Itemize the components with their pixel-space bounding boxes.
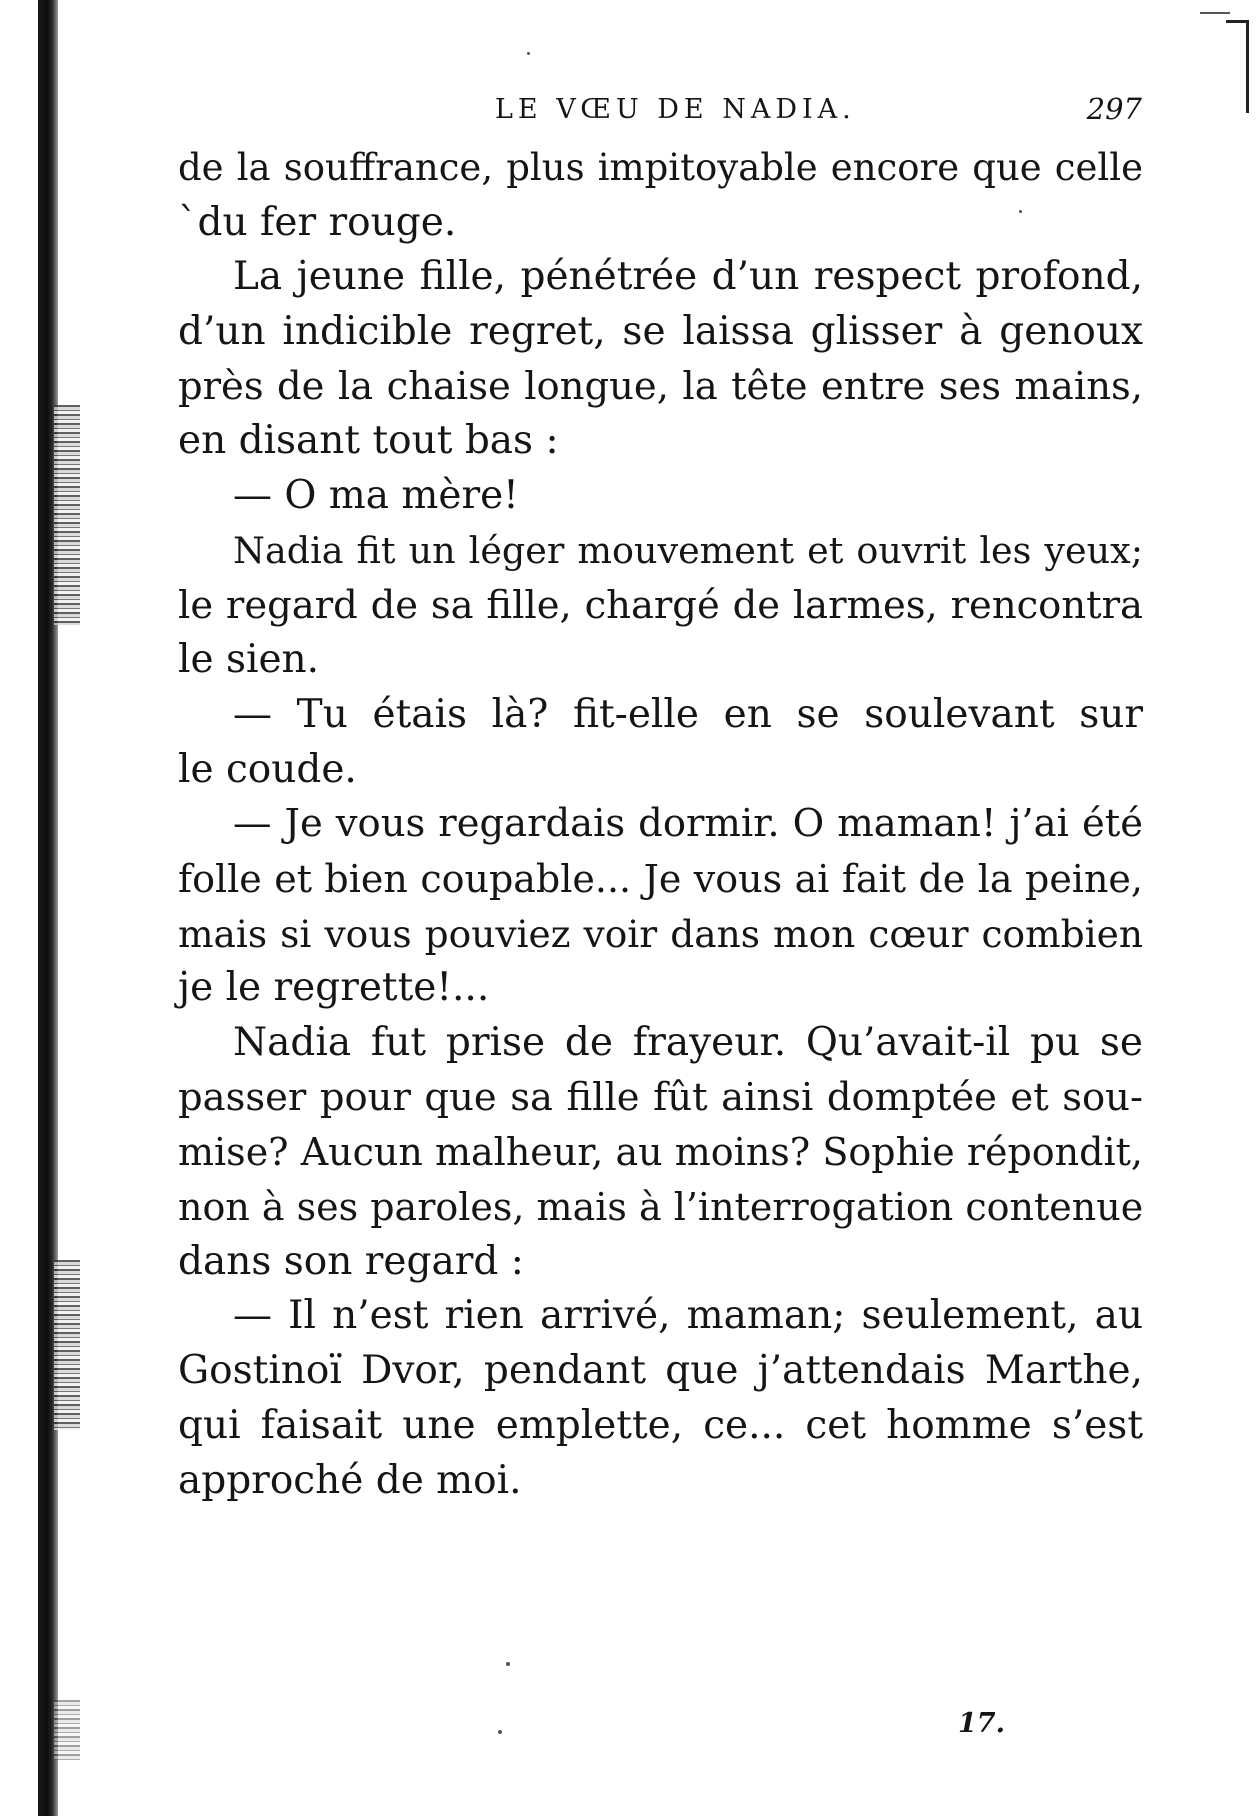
running-title: LE VŒU DE NADIA. [495, 94, 856, 125]
text-line: mise? Aucun malheur, au moins? Sophie répondit, [178, 1130, 1143, 1175]
text-line: — Je vous regardais dormir. O maman! j’ai été [233, 801, 1143, 847]
text-line: approché de moi. [178, 1457, 522, 1503]
ink-speck [1019, 210, 1022, 213]
ink-speck [506, 1662, 510, 1666]
running-head [180, 94, 1142, 134]
text-line: — Il n’est rien arrivé, maman; seulement, au [233, 1293, 1143, 1339]
body-text [178, 141, 1143, 1508]
binding-speckle [54, 1700, 80, 1760]
ink-speck [498, 1730, 502, 1734]
text-line: le regard de sa fille, chargé de larmes, rencontra [178, 582, 1143, 628]
text-line: de la souffrance, plus impitoyable encore que celle [178, 146, 1143, 189]
text-line: en disant tout bas : [178, 418, 559, 464]
text-line: le coude. [178, 746, 357, 792]
binding-edge [38, 0, 58, 1816]
text-line: — Tu étais là? fit-elle en se soulevant sur [233, 691, 1143, 737]
signature-mark: 17. [958, 1708, 1005, 1739]
text-line: Gostinoï Dvor, pendant que j’attendais Marthe, [178, 1348, 1143, 1394]
text-line: La jeune fille, pénétrée d’un respect profond, [233, 254, 1143, 300]
text-line: passer pour que sa fille fût ainsi domptée et sou- [178, 1074, 1143, 1120]
page-edge-tick [1200, 12, 1230, 14]
text-line: d’un indicible regret, se laissa glisser à genoux [178, 309, 1143, 355]
text-line: — O ma mère! [233, 473, 519, 519]
page-number: 297 [1086, 92, 1142, 126]
page-edge-mark [1226, 20, 1249, 113]
text-line: le sien. [178, 637, 320, 683]
text-line: mais si vous pouviez voir dans mon cœur combien [178, 911, 1143, 956]
ink-speck [527, 52, 530, 55]
binding-speckle [54, 1260, 80, 1430]
text-line: je le regrette!... [178, 965, 490, 1011]
text-line: qui faisait une emplette, ce... cet homme s’est [178, 1402, 1143, 1448]
text-line: près de la chaise longue, la tête entre ses mains, [178, 363, 1143, 409]
text-line: non à ses paroles, mais à l’interrogation contenue [178, 1185, 1144, 1230]
text-line: Nadia fit un léger mouvement et ouvrit les yeux; [233, 528, 1143, 572]
binding-speckle [54, 405, 80, 625]
text-line: folle et bien coupable... Je vous ai fait de la peine, [178, 856, 1143, 901]
text-line: `du fer rouge. [178, 199, 457, 245]
text-line: dans son regard : [178, 1238, 524, 1284]
text-line: Nadia fut prise de frayeur. Qu’avait-il pu se [233, 1020, 1143, 1065]
